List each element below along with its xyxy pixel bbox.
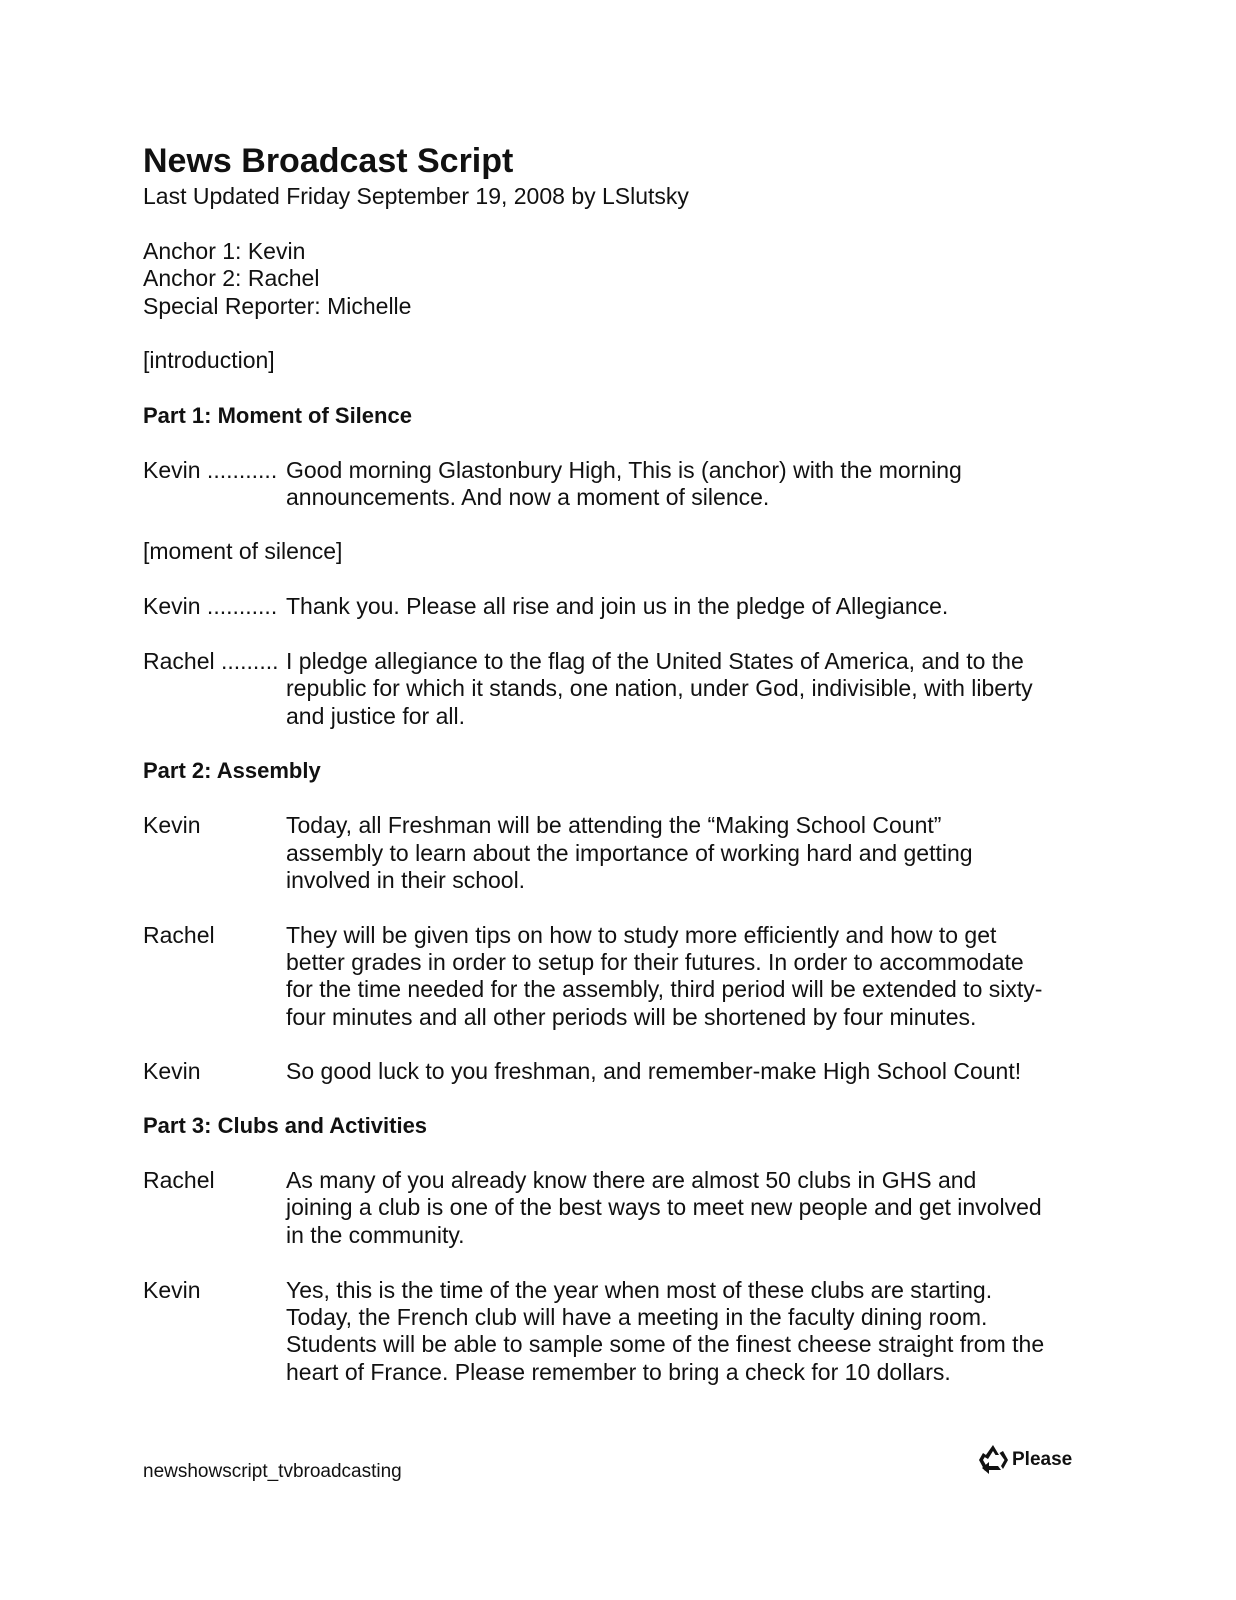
script-line: for the time needed for the assembly, third period will be extended to sixty-	[286, 976, 1043, 1002]
speaker-label: Kevin	[143, 1058, 201, 1084]
speaker-label: Rachel	[143, 1167, 215, 1193]
script-line: announcements. And now a moment of silence.	[286, 484, 770, 510]
script-line: republic for which it stands, one nation, under God, indivisible, with liberty	[286, 675, 1033, 701]
footer-filename: newshowscript_tvbroadcasting	[143, 1461, 402, 1482]
script-line: joining a club is one of the best ways to meet new people and get involved	[286, 1194, 1042, 1220]
speaker-label: Kevin ...........	[143, 593, 278, 619]
cast-anchor-1: Anchor 1: Kevin	[143, 238, 306, 264]
script-line: Good morning Glastonbury High, This is (anchor) with the morning	[286, 457, 962, 483]
script-line: in the community.	[286, 1222, 465, 1248]
recycle-icon	[975, 1442, 1011, 1478]
script-line: Yes, this is the time of the year when most of these clubs are starting.	[286, 1277, 993, 1303]
script-line: Today, the French club will have a meeting in the faculty dining room.	[286, 1304, 988, 1330]
script-line: I pledge allegiance to the flag of the United States of America, and to the	[286, 648, 1024, 674]
script-line: Today, all Freshman will be attending the “Making School Count”	[286, 812, 942, 838]
script-line: involved in their school.	[286, 867, 526, 893]
last-updated: Last Updated Friday September 19, 2008 by LSlutsky	[143, 183, 689, 209]
speaker-label: Kevin ...........	[143, 457, 278, 483]
speaker-label: Rachel	[143, 922, 215, 948]
speaker-label: Kevin	[143, 812, 201, 838]
recycle-badge	[975, 1440, 1072, 1480]
cast-special-reporter: Special Reporter: Michelle	[143, 293, 412, 319]
script-line: As many of you already know there are almost 50 clubs in GHS and	[286, 1167, 977, 1193]
script-line: Students will be able to sample some of the finest cheese straight from the	[286, 1331, 1045, 1357]
cast-anchor-2: Anchor 2: Rachel	[143, 265, 320, 291]
intro-cue: [introduction]	[143, 347, 275, 373]
speaker-label: Rachel .........	[143, 648, 279, 674]
script-line: They will be given tips on how to study more efficiently and how to get	[286, 922, 997, 948]
script-line: So good luck to you freshman, and remember-make High School Count!	[286, 1058, 1022, 1084]
moment-cue: [moment of silence]	[143, 538, 343, 564]
script-line: Thank you. Please all rise and join us in the pledge of Allegiance.	[286, 593, 949, 619]
speaker-label: Kevin	[143, 1277, 201, 1303]
script-line: assembly to learn about the importance of working hard and getting	[286, 840, 973, 866]
script-line: four minutes and all other periods will be shortened by four minutes.	[286, 1004, 977, 1030]
part3-heading: Part 3: Clubs and Activities	[143, 1113, 428, 1138]
recycle-label: Please	[1012, 1449, 1073, 1470]
part1-heading: Part 1: Moment of Silence	[143, 403, 412, 428]
script-line: better grades in order to setup for their futures. In order to accommodate	[286, 949, 1024, 975]
script-line: and justice for all.	[286, 703, 465, 729]
part2-heading: Part 2: Assembly	[143, 758, 321, 783]
document-title: News Broadcast Script	[143, 142, 514, 180]
script-line: heart of France. Please remember to bring a check for 10 dollars.	[286, 1359, 951, 1385]
